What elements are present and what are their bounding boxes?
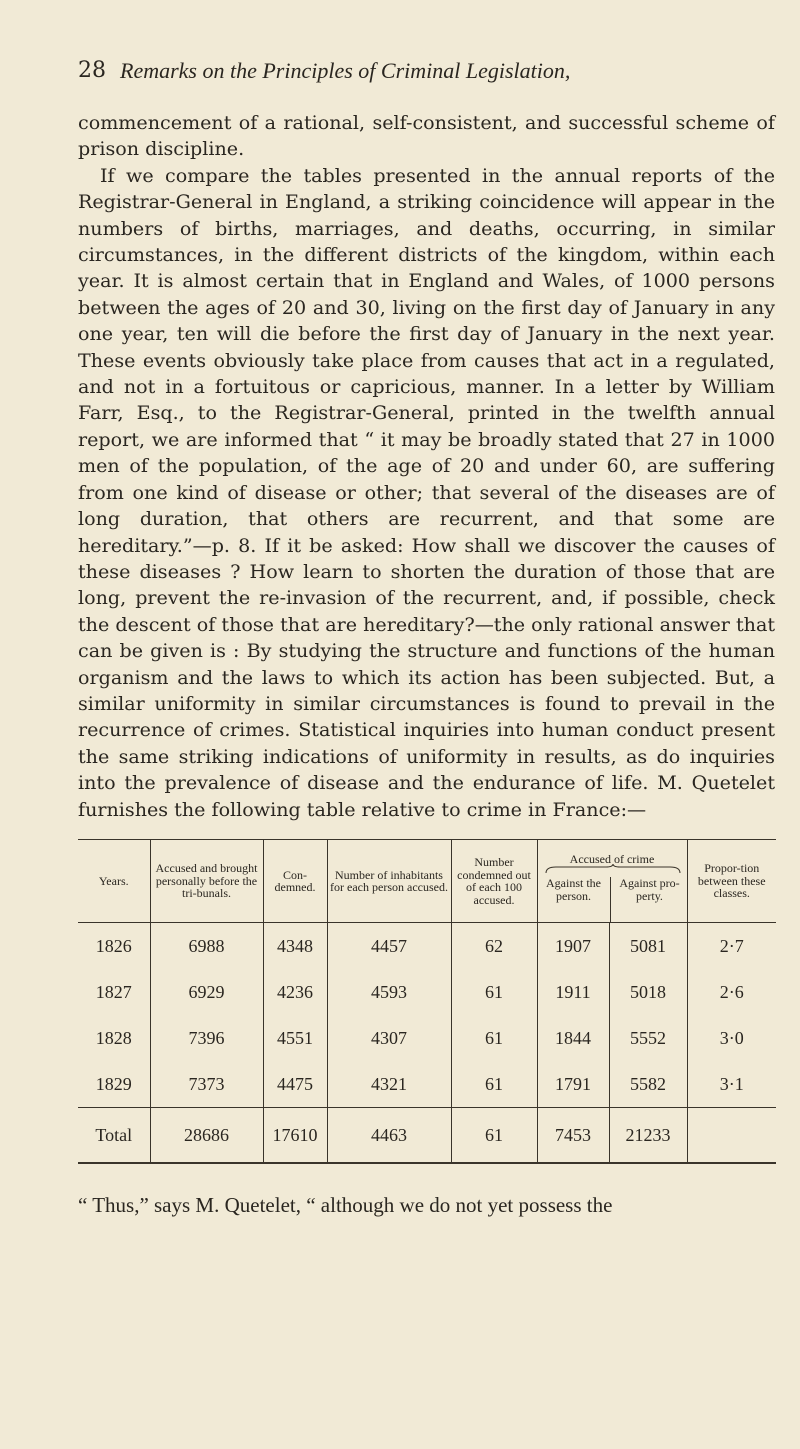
cell-per100: 61 bbox=[451, 1061, 537, 1108]
cell-proportion: 2·7 bbox=[687, 923, 776, 970]
header-accused: Accused and brought personally before the tri-bunals. bbox=[150, 840, 263, 923]
cell-person: 1911 bbox=[537, 969, 609, 1015]
header-against-person: Against the person. bbox=[546, 876, 601, 903]
cell-accused: 6988 bbox=[150, 923, 263, 970]
cell-condemned: 4236 bbox=[263, 969, 327, 1015]
header-against-property: Against pro-perty. bbox=[610, 877, 689, 922]
cell-year: 1829 bbox=[95, 1073, 132, 1094]
cell-condemned: 4348 bbox=[263, 923, 327, 970]
cell-total-per100: 61 bbox=[451, 1108, 537, 1164]
header-condemned-per-100: Number condemned out of each 100 accused. bbox=[451, 840, 537, 923]
cell-person: 1844 bbox=[537, 1015, 609, 1061]
cell-total-proportion bbox=[687, 1108, 776, 1164]
table-row bbox=[78, 923, 776, 970]
table-row bbox=[78, 1015, 776, 1061]
header-years: Years. bbox=[78, 840, 150, 923]
cell-inhabitants: 4593 bbox=[327, 969, 451, 1015]
continuation-line: “ Thus,” says M. Quetelet, “ although we do not yet possess the bbox=[78, 1193, 613, 1217]
cell-inhabitants: 4457 bbox=[327, 923, 451, 970]
cell-total-inhabitants: 4463 bbox=[327, 1108, 451, 1164]
cell-year: 1827 bbox=[95, 981, 132, 1002]
cell-per100: 61 bbox=[451, 1015, 537, 1061]
header-condemned: Con-demned. bbox=[263, 840, 327, 923]
table-row bbox=[78, 969, 776, 1015]
cell-total-accused: 28686 bbox=[150, 1108, 263, 1164]
cell-proportion: 2·6 bbox=[687, 969, 776, 1015]
header-accused-of-crime: Accused of crime bbox=[569, 852, 655, 866]
cell-year: 1828 bbox=[95, 1027, 132, 1048]
cell-accused: 7396 bbox=[150, 1015, 263, 1061]
running-title: Remarks on the Principles of Criminal Legislation, bbox=[120, 58, 571, 83]
paragraph-main: If we compare the tables presented in the annual reports of the Registrar-General in England, a striking coincidence will appear in the numbers of births, marriages, and deaths, occurring, in similar circumstances, in the different districts of the kingdom, within each year. It is almost certain that in England and Wales, of 1000 persons between the ages of 20 and 30, living on the first day of January in any one year, ten will die before the first day of January in the next year. These events obviously take place from causes that act in a regulated, and not in a fortuitous or capricious, manner. In a letter by William Farr, Esq., to the Registrar-General, printed in the twelfth annual report, we are informed that “ it may be broadly stated that 27 in 1000 men of the population, of the age of 20 and under 60, are suffering from one kind of disease or other; that several of the diseases are of long duration, that others are recurrent, and that some are hereditary.”—p. 8. If it be asked: How shall we discover the causes of these diseases ? How learn to shorten the duration of those that are long, prevent the re-invasion of the recurrent, and, if possible, check the descent of those that are hereditary?—the only rational answer that can be given is : By studying the structure and functions of the human organism and the laws to which its action has been subjected. But, a similar uniformity in similar circumstances is found to prevail in the recurrence of crimes. Statistical inquiries into human conduct present the same striking indications of uniformity in results, as do inquiries into the prevalence of disease and the endurance of life. M. Quetelet furnishes the following table relative to crime in France:— bbox=[78, 163, 775, 821]
cell-accused: 7373 bbox=[150, 1061, 263, 1108]
header-proportion: Propor-tion between these classes. bbox=[687, 840, 776, 923]
paragraph-continuation: commencement of a rational, self-consistent, and successful scheme of prison discipline. bbox=[78, 111, 775, 161]
header-accused-of-crime-group bbox=[537, 840, 687, 923]
cell-person: 1791 bbox=[537, 1061, 609, 1108]
cell-proportion: 3·1 bbox=[687, 1061, 776, 1108]
cell-property: 5552 bbox=[609, 1015, 687, 1061]
cell-year: 1826 bbox=[95, 935, 132, 956]
cell-total-condemned: 17610 bbox=[263, 1108, 327, 1164]
table-row bbox=[78, 1061, 776, 1108]
cell-total-person: 7453 bbox=[537, 1108, 609, 1164]
table-header-row bbox=[78, 840, 776, 923]
brace-icon bbox=[544, 864, 682, 874]
crime-statistics-table bbox=[78, 840, 776, 1164]
cell-property: 5018 bbox=[609, 969, 687, 1015]
cell-total-label: Total bbox=[78, 1108, 150, 1164]
cell-condemned: 4551 bbox=[263, 1015, 327, 1061]
cell-total-property: 21233 bbox=[609, 1108, 687, 1164]
cell-inhabitants: 4321 bbox=[327, 1061, 451, 1108]
page-header bbox=[78, 58, 778, 88]
cell-proportion: 3·0 bbox=[687, 1015, 776, 1061]
cell-property: 5582 bbox=[609, 1061, 687, 1108]
body-text bbox=[78, 110, 775, 823]
cell-condemned: 4475 bbox=[263, 1061, 327, 1108]
table-total-row bbox=[78, 1108, 776, 1164]
cell-accused: 6929 bbox=[150, 969, 263, 1015]
page-number: 28 bbox=[78, 58, 106, 83]
cell-inhabitants: 4307 bbox=[327, 1015, 451, 1061]
cell-per100: 62 bbox=[451, 923, 537, 970]
cell-person: 1907 bbox=[537, 923, 609, 970]
header-inhabitants: Number of inhabitants for each person accused. bbox=[327, 840, 451, 923]
cell-per100: 61 bbox=[451, 969, 537, 1015]
cell-property: 5081 bbox=[609, 923, 687, 970]
